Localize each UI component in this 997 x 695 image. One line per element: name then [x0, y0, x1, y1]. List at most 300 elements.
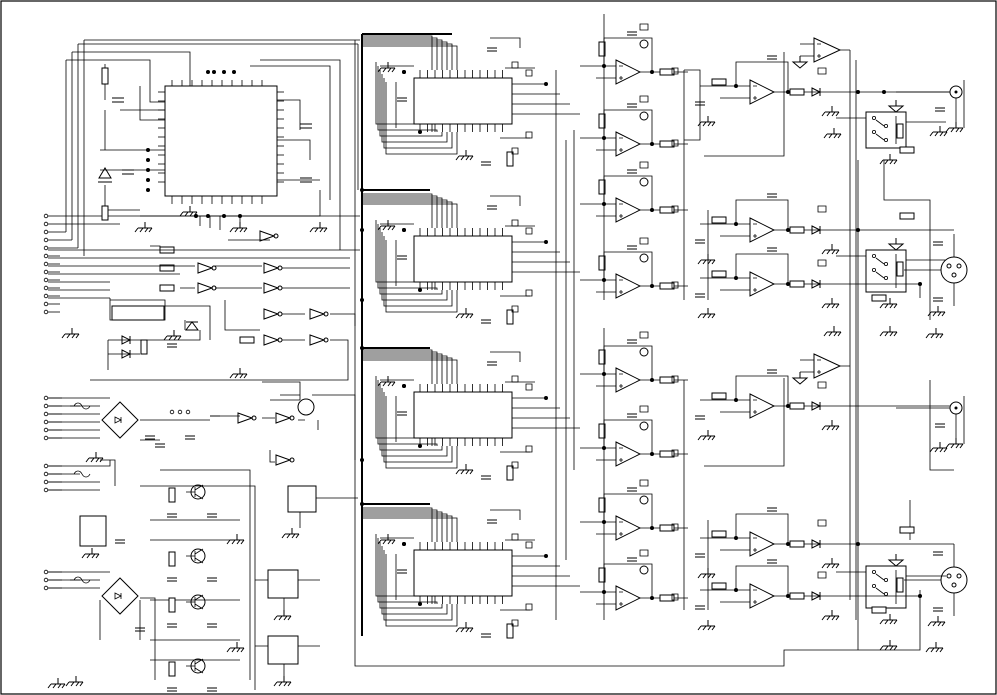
junction-dot — [212, 70, 216, 74]
ground-icon — [378, 62, 395, 72]
trimmer-icon — [640, 422, 648, 430]
test-point-icon — [512, 220, 518, 226]
capacitor-icon — [767, 370, 777, 373]
monitor-opamp — [793, 354, 850, 384]
ground-icon — [378, 220, 395, 230]
junction-dot — [734, 222, 738, 226]
junction-dot — [650, 284, 654, 288]
capacitor-icon — [767, 194, 777, 197]
junction-dot — [418, 288, 422, 292]
test-point-icon — [818, 206, 826, 212]
test-point-icon — [512, 534, 518, 540]
opamp-icon — [616, 516, 640, 540]
capacitor-icon — [487, 206, 497, 209]
junction-dot — [918, 282, 922, 286]
test-point-icon — [640, 162, 648, 168]
capacitor-icon — [207, 514, 217, 517]
opamp-icon — [750, 218, 774, 242]
capacitor-icon — [935, 108, 945, 111]
ground-icon — [824, 128, 841, 138]
buffer-stage-2 — [695, 194, 839, 264]
pin-icon — [44, 488, 48, 492]
ground-icon — [698, 254, 715, 264]
ground-icon — [822, 106, 839, 116]
test-point-icon — [640, 238, 648, 244]
capacitor-icon — [933, 242, 943, 245]
inverter-icon — [198, 283, 212, 293]
resistor-icon — [790, 281, 804, 287]
opamp-icon — [750, 584, 774, 608]
pin-icon — [186, 410, 190, 414]
capacitor-icon — [695, 416, 705, 419]
junction-dot — [650, 378, 654, 382]
junction-dot — [602, 520, 606, 524]
pin-icon — [44, 246, 48, 250]
junction-dot — [786, 228, 790, 232]
ground-icon — [456, 308, 473, 318]
pin-icon — [178, 410, 182, 414]
contact-icon — [884, 124, 887, 127]
contact-icon — [872, 254, 875, 257]
ground-icon — [822, 420, 839, 430]
pin-icon — [44, 278, 48, 282]
xlr-connector-icon — [941, 257, 967, 283]
junction-dot — [402, 70, 406, 74]
opamp-stage-5 — [580, 332, 688, 392]
capacitor-icon — [487, 362, 497, 365]
resistor-icon — [872, 607, 886, 613]
junction-dot — [650, 452, 654, 456]
capacitor-icon — [627, 488, 637, 491]
trimmer-icon — [640, 112, 648, 120]
junction-dot — [360, 346, 364, 350]
dac-ic-2 — [362, 194, 580, 324]
ground-icon — [822, 298, 839, 308]
pin-icon — [44, 286, 48, 290]
ground-icon — [274, 676, 291, 686]
junction-dot — [418, 602, 422, 606]
capacitor-icon — [167, 688, 177, 691]
buffer-stage-1 — [695, 56, 839, 126]
junction-dot — [146, 158, 150, 162]
junction-dot — [194, 214, 198, 218]
resistor-icon — [712, 271, 726, 277]
junction-dot — [734, 398, 738, 402]
junction-dot — [602, 446, 606, 450]
junction-dot — [734, 276, 738, 280]
capacitor-icon — [767, 508, 777, 511]
capacitor-icon — [627, 414, 637, 417]
ground-icon — [456, 464, 473, 474]
resistor-icon — [712, 393, 726, 399]
ground-icon — [880, 614, 897, 624]
pin-icon — [44, 262, 48, 266]
relay-driver — [210, 382, 355, 462]
opamp-icon — [750, 532, 774, 556]
ground-icon — [889, 554, 903, 566]
opamp-icon — [616, 442, 640, 466]
logic-buffer-block — [112, 306, 164, 320]
test-point-icon — [640, 406, 648, 412]
pin-icon — [44, 396, 48, 400]
junction-dot — [650, 526, 654, 530]
test-point-icon — [526, 542, 532, 548]
resistor-icon — [141, 340, 147, 354]
opamp-icon — [616, 368, 640, 392]
capacitor-icon — [397, 412, 407, 415]
opamp-filter-stages — [556, 14, 850, 630]
contact-icon — [884, 592, 887, 595]
junction-dot — [232, 70, 236, 74]
test-point-icon — [640, 480, 648, 486]
inverter-icon — [264, 263, 278, 273]
test-point-icon — [512, 62, 518, 68]
trimmer-icon — [640, 254, 648, 262]
junction-dot — [856, 228, 860, 232]
ground-icon — [698, 116, 715, 126]
ground-icon — [135, 222, 152, 232]
capacitor-icon — [935, 424, 945, 427]
junction-dot — [222, 70, 226, 74]
contact-icon — [884, 578, 887, 581]
capacitor-icon — [627, 340, 637, 343]
capacitor-icon — [167, 578, 177, 581]
capacitor-icon — [933, 298, 943, 301]
contact-icon — [884, 262, 887, 265]
junction-dot — [786, 404, 790, 408]
test-point-icon — [818, 572, 826, 578]
inverter-icon — [276, 455, 290, 465]
bridge-rectifier-icon — [102, 402, 138, 438]
xlr-connector-icon — [941, 567, 967, 593]
junction-dot — [402, 228, 406, 232]
junction-dot — [786, 90, 790, 94]
capacitor-icon — [695, 606, 705, 609]
opamp-icon — [616, 132, 640, 156]
capacitor-icon — [627, 246, 637, 249]
pin-icon — [44, 412, 48, 416]
opamp-icon — [750, 80, 774, 104]
dac-ic-4 — [362, 508, 580, 638]
junction-dot — [146, 188, 150, 192]
opamp-stage-7 — [580, 480, 688, 540]
ground-icon — [698, 430, 715, 440]
ground-icon — [456, 622, 473, 632]
resistor-icon — [790, 89, 804, 95]
opamp-icon — [616, 586, 640, 610]
test-point-icon — [526, 446, 532, 452]
ground-icon — [698, 568, 715, 578]
resistor-icon — [240, 337, 254, 343]
resistor-icon — [169, 552, 175, 566]
output-relay-1 — [836, 100, 946, 164]
opamp-icon — [616, 274, 640, 298]
ground-icon — [793, 372, 807, 384]
junction-dot — [146, 178, 150, 182]
junction-dot — [544, 82, 548, 86]
ground-icon — [822, 244, 839, 254]
buffer-stage-4 — [695, 370, 839, 440]
ground-icon — [824, 326, 841, 336]
opamp-icon — [750, 272, 774, 296]
ground-icon — [793, 56, 807, 68]
junction-dot — [602, 136, 606, 140]
pin-icon — [44, 428, 48, 432]
test-point-icon — [640, 24, 648, 30]
junction-dot — [602, 278, 606, 282]
capacitor-icon — [397, 98, 407, 101]
junction-dot — [238, 214, 242, 218]
ground-icon — [698, 308, 715, 318]
ground-symbols — [48, 206, 327, 688]
ground-icon — [926, 328, 943, 338]
resistor-icon — [897, 124, 903, 138]
junction-dot — [402, 384, 406, 388]
pin-icon — [44, 294, 48, 298]
junction-dot — [146, 148, 150, 152]
capacitor-icon — [695, 240, 705, 243]
ground-icon — [310, 222, 327, 232]
pin-icon — [44, 254, 48, 258]
ground-icon — [82, 548, 99, 558]
resistor-icon — [897, 262, 903, 276]
pin-icon — [44, 238, 48, 242]
dac-ic-bank — [362, 36, 580, 638]
test-point-icon — [818, 260, 826, 266]
ground-icon — [946, 438, 963, 448]
test-point-icon — [640, 332, 648, 338]
opamp-icon — [616, 60, 640, 84]
junction-dot — [650, 208, 654, 212]
junction-dot — [856, 542, 860, 546]
resistor-icon — [790, 593, 804, 599]
junction-dot — [650, 596, 654, 600]
output-connectors — [824, 50, 967, 652]
ground-icon — [180, 206, 197, 216]
contact-icon — [872, 130, 875, 133]
ground-icon — [926, 642, 943, 652]
junction-dot — [918, 594, 922, 598]
capacitor-icon — [767, 56, 777, 59]
resistor-icon — [160, 285, 174, 291]
contact-icon — [872, 116, 875, 119]
junction-dot — [786, 594, 790, 598]
resistor-icon — [169, 598, 175, 612]
junction-dot — [146, 168, 150, 172]
opamp-stage-8 — [580, 550, 688, 610]
capacitor-icon — [627, 558, 637, 561]
inverter-icon — [264, 283, 278, 293]
buffer-stage-3 — [695, 248, 839, 318]
opamp-stage-1 — [580, 24, 688, 84]
junction-dot — [734, 588, 738, 592]
test-point-icon — [526, 228, 532, 234]
resistor-icon — [790, 227, 804, 233]
resistor-icon — [169, 488, 175, 502]
inverter-icon — [264, 335, 278, 345]
test-point-icon — [818, 520, 826, 526]
ground-icon — [230, 222, 247, 232]
opamp-stage-3 — [580, 162, 688, 222]
contact-icon — [872, 584, 875, 587]
inverter-icon — [310, 309, 324, 319]
power-supply — [48, 398, 358, 691]
test-point-icon — [526, 290, 532, 296]
ground-icon — [48, 678, 65, 688]
resistor-icon — [897, 578, 903, 592]
capacitor-icon — [627, 170, 637, 173]
ground-icon — [378, 376, 395, 386]
inverter-icon — [310, 335, 324, 345]
capacitor-icon — [167, 514, 177, 517]
xlr-connector-1 — [904, 234, 967, 316]
resistor-icon — [712, 531, 726, 537]
junction-dot — [360, 298, 364, 302]
junction-dot — [650, 70, 654, 74]
resistor-icon — [900, 527, 914, 533]
xlr-connector-2 — [904, 544, 967, 626]
capacitor-icon — [767, 560, 777, 563]
pin-icon — [44, 464, 48, 468]
junction-dot — [856, 90, 860, 94]
capacitor-icon — [397, 256, 407, 259]
junction-dot — [734, 536, 738, 540]
capacitor-icon — [627, 104, 637, 107]
ground-icon — [227, 534, 244, 544]
junction-dot — [206, 214, 210, 218]
pin-icon — [44, 302, 48, 306]
ground-icon — [822, 558, 839, 568]
test-point-icon — [640, 96, 648, 102]
ground-icon — [946, 122, 963, 132]
opamp-stage-2 — [580, 96, 688, 156]
junction-dot — [882, 90, 886, 94]
pin-icon — [44, 472, 48, 476]
inverter-icon — [260, 231, 274, 241]
ground-icon — [274, 610, 291, 620]
test-point-icon — [818, 382, 826, 388]
resistor-icon — [790, 403, 804, 409]
junction-dot — [418, 444, 422, 448]
dac-ic-1 — [362, 36, 580, 166]
ground-icon — [928, 616, 945, 626]
resistor-icon — [712, 583, 726, 589]
contact-icon — [884, 138, 887, 141]
junction-dot — [402, 542, 406, 546]
pin-icon — [44, 578, 48, 582]
junction-dot — [786, 282, 790, 286]
resistor-icon — [872, 295, 886, 301]
controller-ic — [158, 80, 284, 204]
inverter-icon — [264, 309, 278, 319]
trimmer-icon — [640, 496, 648, 504]
capacitor-icon — [481, 162, 491, 165]
contact-icon — [872, 268, 875, 271]
resistor-icon — [900, 147, 914, 153]
capacitor-icon — [167, 344, 177, 347]
contact-icon — [872, 570, 875, 573]
capacitor-icon — [487, 48, 497, 51]
bridge-rectifier-icon — [102, 578, 138, 614]
pin-icon — [44, 310, 48, 314]
capacitor-icon — [207, 624, 217, 627]
buffer-stage-6 — [695, 560, 839, 630]
capacitor-icon — [487, 520, 497, 523]
pin-icon — [44, 214, 48, 218]
capacitor-icon — [155, 444, 165, 447]
pin-icon — [44, 270, 48, 274]
capacitor-icon — [481, 634, 491, 637]
resistor-icon — [169, 662, 175, 676]
capacitor-icon — [627, 32, 637, 35]
capacitor-icon — [481, 320, 491, 323]
ground-icon — [880, 154, 897, 164]
junction-dot — [544, 240, 548, 244]
capacitor-icon — [207, 578, 217, 581]
ground-icon — [86, 452, 103, 462]
capacitor-icon — [767, 248, 777, 251]
test-point-icon — [526, 604, 532, 610]
pin-icon — [44, 570, 48, 574]
junction-dot — [418, 130, 422, 134]
junction-dot — [786, 542, 790, 546]
capacitor-icon — [397, 570, 407, 573]
ground-icon — [230, 368, 247, 378]
ground-icon — [456, 150, 473, 160]
capacitor-icon — [481, 476, 491, 479]
ground-icon — [282, 528, 299, 538]
junction-dot — [544, 554, 548, 558]
dac-ic-3 — [362, 350, 580, 480]
pin-icon — [44, 420, 48, 424]
test-point-icon — [526, 70, 532, 76]
inverter-icon — [276, 413, 290, 423]
junction-dot — [602, 202, 606, 206]
junction-dot — [360, 228, 364, 232]
junction-dot — [222, 214, 226, 218]
junction-dot — [734, 84, 738, 88]
junction-dot — [360, 188, 364, 192]
capacitor-icon — [695, 294, 705, 297]
ground-icon — [227, 642, 244, 652]
trimmer-icon — [640, 40, 648, 48]
trimmer-icon — [640, 178, 648, 186]
output-relay-3 — [836, 554, 946, 624]
junction-dot — [206, 70, 210, 74]
resistor-icon — [900, 213, 914, 219]
trimmer-icon — [640, 348, 648, 356]
buffer-stage-5 — [695, 508, 839, 578]
test-point-icon — [526, 132, 532, 138]
ground-icon — [378, 534, 395, 544]
capacitor-icon — [167, 624, 177, 627]
test-point-icon — [640, 550, 648, 556]
pin-icon — [44, 480, 48, 484]
pin-icon — [44, 222, 48, 226]
capacitor-icon — [185, 436, 195, 439]
junction-dot — [602, 372, 606, 376]
junction-dot — [602, 64, 606, 68]
capacitor-icon — [145, 436, 155, 439]
diode-icon — [186, 322, 198, 330]
ground-icon — [930, 442, 947, 452]
test-point-icon — [526, 384, 532, 390]
junction-dot — [360, 502, 364, 506]
contact-icon — [884, 276, 887, 279]
capacitor-icon — [115, 540, 125, 543]
opamp-stage-6 — [580, 406, 688, 466]
junction-dot — [650, 142, 654, 146]
